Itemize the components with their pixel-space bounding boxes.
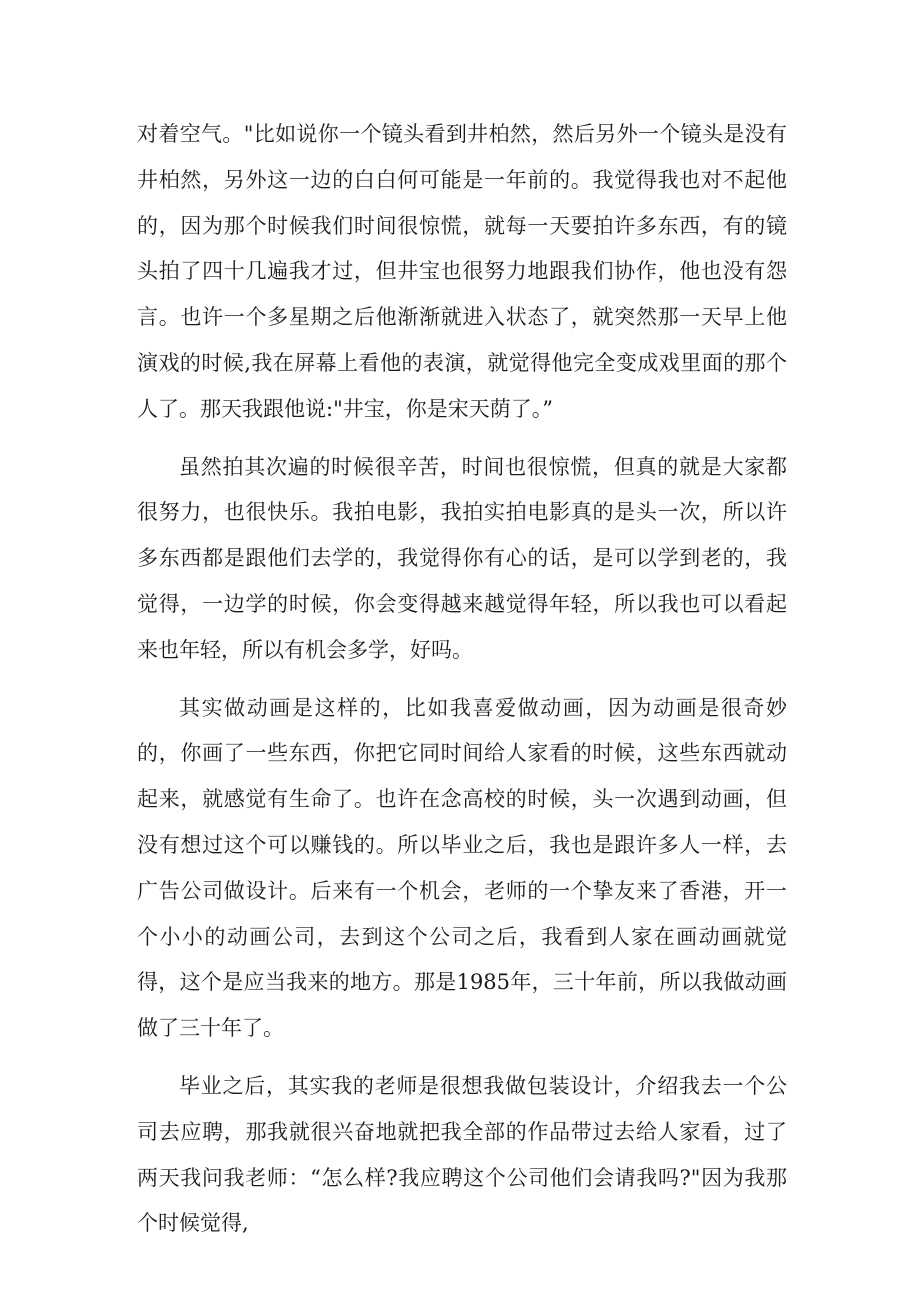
document-body (137, 112, 787, 1259)
paragraph-continued: 对着空气。"比如说你一个镜头看到井柏然，然后另外一个镜头是没有井柏然，另外这一边的白白何可能是一年前的。我觉得我也对不起他的，因为那个时候我们时间很惊慌，就每一天要拍许多东西，有的镜头拍了四十几遍我才过，但井宝也很努力地跟我们协作，他也没有怨言。也许一个多星期之后他渐渐就进入状态了，就突然那一天早上他演戏的时候,我在屏幕上看他的表演，就觉得他完全变成戏里面的那个人了。那天我跟他说:"井宝，你是宋天荫了。” (137, 122, 787, 421)
paragraph: 其实做动画是这样的，比如我喜爱做动画，因为动画是很奇妙的，你画了一些东西，你把它同时间给人家看的时候，这些东西就动起来，就感觉有生命了。也许在念高校的时候，头一次遇到动画，但没有想过这个可以赚钱的。所以毕业之后，我也是跟许多人一样，去广告公司做设计。后来有一个机会，老师的一个挚友来了香港，开一个小小的动画公司，去到这个公司之后，我看到人家在画动画就觉得，这个是应当我来的地方。那是1985年，三十年前，所以我做动画做了三十年了。 (137, 695, 787, 1041)
paragraph: 虽然拍其次遍的时候很辛苦，时间也很惊慌，但真的就是大家都很努力，也很快乐。我拍电影，我拍实拍电影真的是头一次，所以许多东西都是跟他们去学的，我觉得你有心的话，是可以学到老的，我觉得，一边学的时候，你会变得越来越觉得年轻，所以我也可以看起来也年轻，所以有机会多学，好吗。 (137, 454, 787, 662)
paragraph: 毕业之后，其实我的老师是很想我做包装设计，介绍我去一个公司去应聘，那我就很兴奋地就把我全部的作品带过去给人家看，过了两天我问我老师：“怎么样?我应聘这个公司他们会请我吗?"因为我那个时候觉得, (137, 1073, 787, 1236)
